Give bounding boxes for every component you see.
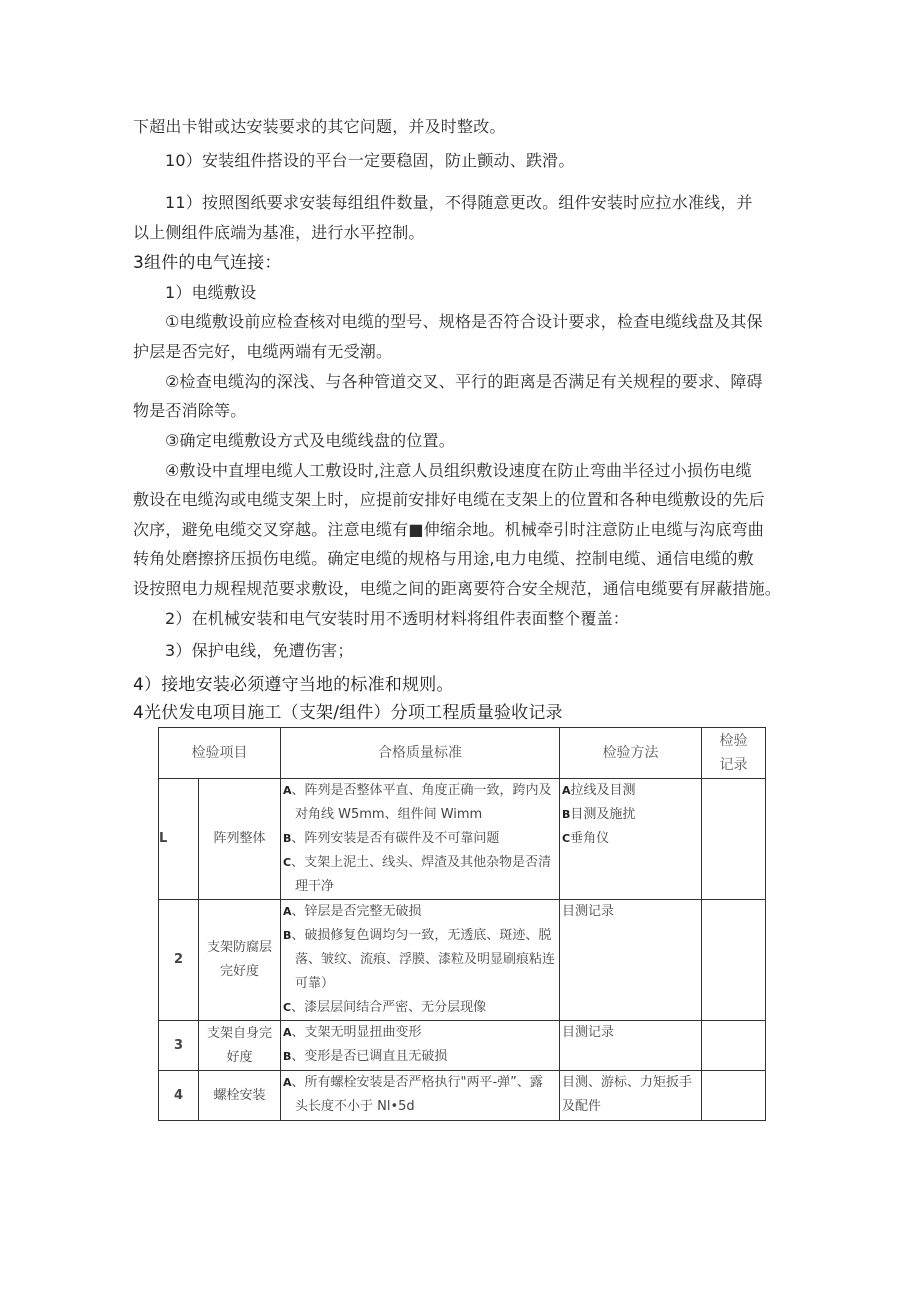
paragraph: 以上侧组件底端为基准，进行水平控制。 <box>133 223 425 242</box>
method-item <box>560 827 701 851</box>
item-letter: A <box>283 1026 292 1039</box>
table-caption: 4光伏发电项目施工（支架/组件）分项工程质量验收记录 <box>133 703 563 723</box>
row-standard <box>281 1071 560 1121</box>
method-text: 拉线及目测 <box>570 783 636 798</box>
method-item: 目测记录 <box>562 904 615 919</box>
row-number: 3 <box>159 1021 199 1071</box>
header-item: 检验项目 <box>159 728 281 779</box>
item-text: 、支架无明显扭曲变形 <box>291 1025 422 1040</box>
row-number: 4 <box>159 1071 199 1121</box>
row-item: 阵列整体 <box>199 779 281 900</box>
row-method <box>560 1071 702 1121</box>
table-row <box>159 1021 766 1071</box>
method-item <box>560 779 701 803</box>
paragraph: 物是否消除等。 <box>133 401 247 420</box>
item-text: 、变形是否已调直且无破损 <box>291 1049 448 1064</box>
method-text: 目测及施扰 <box>570 807 636 822</box>
item-text: 、阵列安装是否有碳件及不可靠问题 <box>291 831 500 846</box>
item-text: 、漆层层间结合严密、无分层现像 <box>291 1000 487 1015</box>
row-method <box>560 900 702 1021</box>
row-record <box>702 1071 766 1121</box>
paragraph: 4）接地安装必须遵守当地的标准和规则。 <box>133 675 454 695</box>
paragraph: ②检查电缆沟的深浅、与各种管道交叉、平行的距离是否满足有关规程的要求、障碍 <box>165 372 763 391</box>
table-header-row <box>159 728 766 779</box>
paragraph: 设按照电力规程规范要求敷设，电缆之间的距离要符合安全规范，通信电缆要有屏蔽措施。 <box>133 579 782 598</box>
standard-item <box>281 827 559 851</box>
item-text: 、破损修复色调均匀一致，无透底、斑迹、脱落、皱纹、流痕、浮膜、漆粒及明显刷痕粘连可靠） <box>291 928 556 991</box>
item-text: 、阵列是否整体平直、角度正确一致，跨内及对角线 W5mm、组件间 Wimm <box>291 783 552 822</box>
row-item: 螺栓安装 <box>199 1071 281 1121</box>
row-standard <box>281 1021 560 1071</box>
paragraph: ①电缆敷设前应检查核对电缆的型号、规格是否符合设计要求，检查电缆线盘及其保 <box>165 312 763 331</box>
row-record <box>702 779 766 900</box>
paragraph: 3）保护电线，免遭伤害； <box>165 641 354 660</box>
header-method: 检验方法 <box>560 728 702 779</box>
method-item: 目测记录 <box>562 1025 615 1040</box>
paragraph: 敷设在电缆沟或电缆支架上时，应提前安排好电缆在支架上的位置和各种电缆敷设的先后 <box>133 490 765 509</box>
standard-item <box>281 1071 559 1119</box>
item-letter: B <box>283 929 292 942</box>
paragraph: 11）按照图纸要求安装每组组件数量，不得随意更改。组件安装时应拉水准线，并 <box>165 193 753 212</box>
row-item: 支架防腐层完好度 <box>199 900 281 1021</box>
paragraph: 2）在机械安装和电气安装时用不透明材料将组件表面整个覆盖： <box>165 609 629 628</box>
row-standard <box>281 900 560 1021</box>
standard-item <box>281 924 559 996</box>
method-item: 目测、游标、力矩扳手及配件 <box>562 1075 693 1114</box>
row-item: 支架自身完好度 <box>199 1021 281 1071</box>
header-record <box>702 728 766 779</box>
method-letter: C <box>562 832 571 845</box>
item-letter: A <box>283 784 292 797</box>
item-letter: C <box>283 856 292 869</box>
method-letter: A <box>562 784 571 797</box>
paragraph: 转角处磨擦挤压损伤电缆。确定电缆的规格与用途,电力电缆、控制电缆、通信电缆的敷 <box>133 549 754 568</box>
method-item <box>560 803 701 827</box>
item-letter: C <box>283 1001 292 1014</box>
row-record <box>702 900 766 1021</box>
paragraph: 下超出卡钳或达安装要求的其它问题，并及时整改。 <box>133 117 506 136</box>
table-row <box>159 900 766 1021</box>
table-row <box>159 1071 766 1121</box>
item-letter: B <box>283 1050 292 1063</box>
paragraph: ④敷设中直埋电缆人工敷设时,注意人员组织敷设速度在防止弯曲半径过小损伤电缆 <box>165 461 752 480</box>
row-method <box>560 779 702 900</box>
item-letter: A <box>283 905 292 918</box>
item-letter: A <box>283 1076 292 1089</box>
standard-item <box>281 1045 559 1069</box>
standard-item <box>281 1021 559 1045</box>
standard-item <box>281 996 559 1020</box>
method-letter: B <box>562 808 571 821</box>
paragraph: ③确定电缆敷设方式及电缆线盘的位置。 <box>165 431 455 450</box>
section-heading: 3组件的电气连接： <box>133 253 282 273</box>
paragraph: 护层是否完好，电缆两端有无受潮。 <box>133 342 393 361</box>
item-text: 、支架上泥土、线头、焊渣及其他杂物是否清理干净 <box>291 855 552 894</box>
paragraph: 1）电缆敷设 <box>165 283 257 302</box>
paragraph: 次序，避免电缆交叉穿越。注意电缆有■伸缩余地。机械牵引时注意防止电缆与沟底弯曲 <box>133 520 764 539</box>
item-text: 、锌层是否完整无破损 <box>291 904 422 919</box>
header-record-line-2: 记录 <box>719 757 748 773</box>
header-standard: 合格质量标准 <box>281 728 560 779</box>
row-method <box>560 1021 702 1071</box>
row-number: 2 <box>159 900 199 1021</box>
standard-item <box>281 900 559 924</box>
standard-item <box>281 779 559 827</box>
standard-item <box>281 851 559 899</box>
header-record-line-1: 检验 <box>719 733 748 749</box>
paragraph: 10）安装组件搭设的平台一定要稳固，防止颤动、跌滑。 <box>165 151 575 170</box>
row-standard <box>281 779 560 900</box>
row-number: L <box>159 779 199 900</box>
item-letter: B <box>283 832 292 845</box>
table-row <box>159 779 766 900</box>
method-text: 垂角仪 <box>570 831 610 846</box>
item-text: 、所有螺栓安装是否严格执行"两平-弹”、露头长度不小于 Nl•5d <box>291 1075 543 1114</box>
quality-acceptance-table <box>158 727 766 1121</box>
row-record <box>702 1021 766 1071</box>
